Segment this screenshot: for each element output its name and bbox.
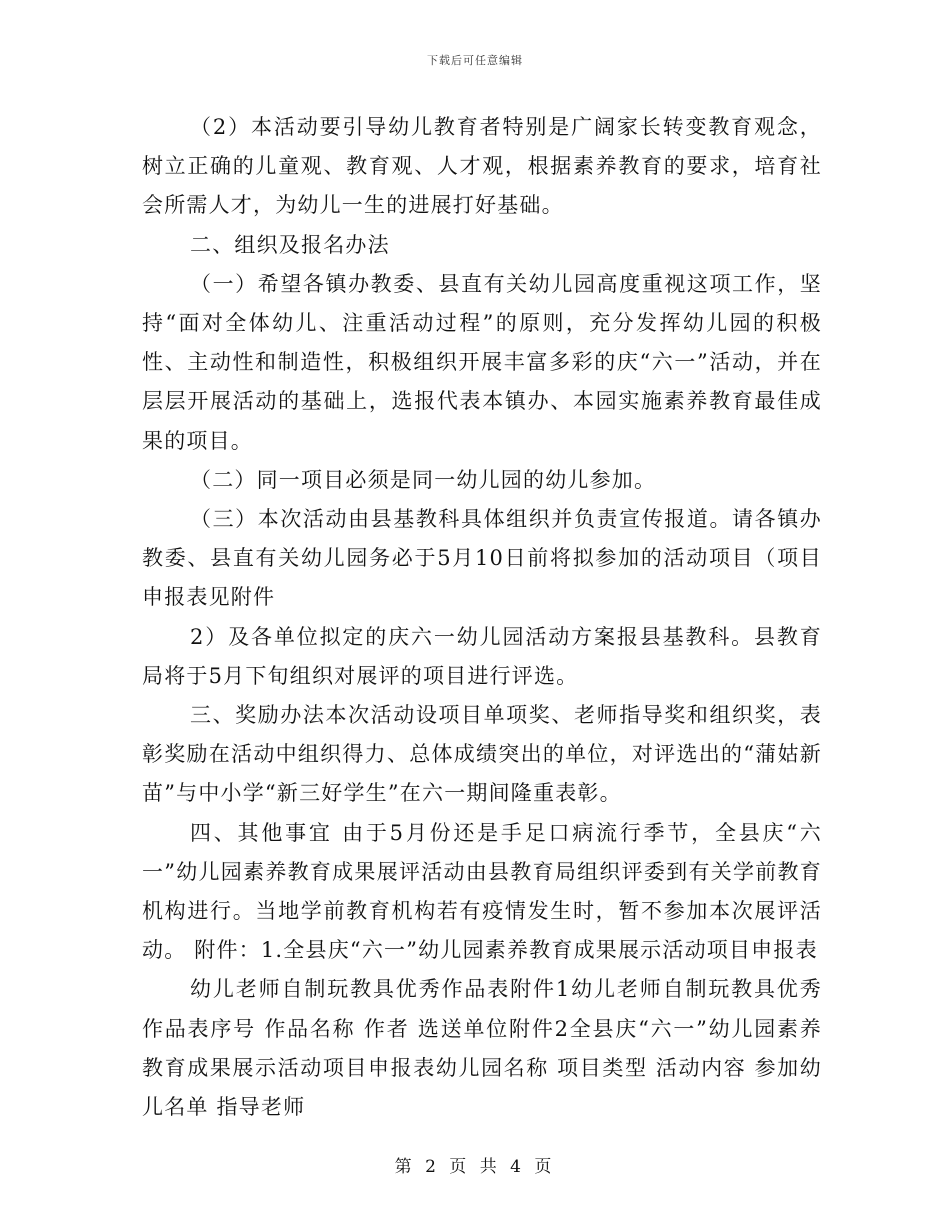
paragraph-organization-3-cont: 2）及各单位拟定的庆六一幼儿园活动方案报县基教科。县教育局将于5月下旬组织对展评的项目进行评选。	[142, 624, 822, 688]
paragraph-activity-goal: （2）本活动要引导幼儿教育者特别是广阔家长转变教育观念，树立正确的儿童观、教育观、人才观，根据素养教育的要求，培育社会所需人才，为幼儿一生的进展打好基础。	[142, 115, 822, 218]
paragraph-awards: 三、奖励办法本次活动设项目单项奖、老师指导奖和组织奖，表彰奖励在活动中组织得力、总体成绩突出的单位，对评选出的“蒲姑新苗”与中小学“新三好学生”在六一期间隆重表彰。	[142, 703, 822, 806]
paragraph-organization-1: （一）希望各镇办教委、县直有关幼儿园高度重视这项工作，坚持“面对全体幼儿、注重活动过程”的原则，充分发挥幼儿园的积极性、主动性和制造性，积极组织开展丰富多彩的庆“六一”活动，并在层层开展活动的基础上，选报代表本镇办、本园实施素养教育最佳成果的项目。	[142, 271, 822, 453]
section-heading-organization: 二、组织及报名办法	[190, 232, 390, 257]
page-number-footer: 第 2 页 共 4 页	[394, 1157, 556, 1177]
paragraph-organization-3: （三）本次活动由县基教科具体组织并负责宣传报道。请各镇办教委、县直有关幼儿园务必于5月10日前将拟参加的活动项目（项目申报表见附件	[142, 507, 822, 610]
paragraph-organization-2: （二）同一项目必须是同一幼儿园的幼儿参加。	[190, 467, 657, 492]
paragraph-attachments: 幼儿老师自制玩教具优秀作品表附件1幼儿老师自制玩教具优秀作品表序号 作品名称 作者 选送单位附件2全县庆“六一”幼儿园素养教育成果展示活动项目申报表幼儿园名称 项目类型 活动内容 参加幼儿名单 指导老师	[142, 977, 822, 1120]
page-header-note: 下载后可任意编辑	[427, 54, 523, 67]
paragraph-other-matters: 四、其他事宜 由于5月份还是手足口病流行季节，全县庆“六一”幼儿园素养教育成果展评活动由县教育局组织评委到有关学前教育机构进行。当地学前教育机构若有疫情发生时，暂不参加本次展评活动。 附件：1.全县庆“六一”幼儿园素养教育成果展示活动项目申报表	[142, 820, 822, 963]
document-body	[142, 108, 822, 1127]
